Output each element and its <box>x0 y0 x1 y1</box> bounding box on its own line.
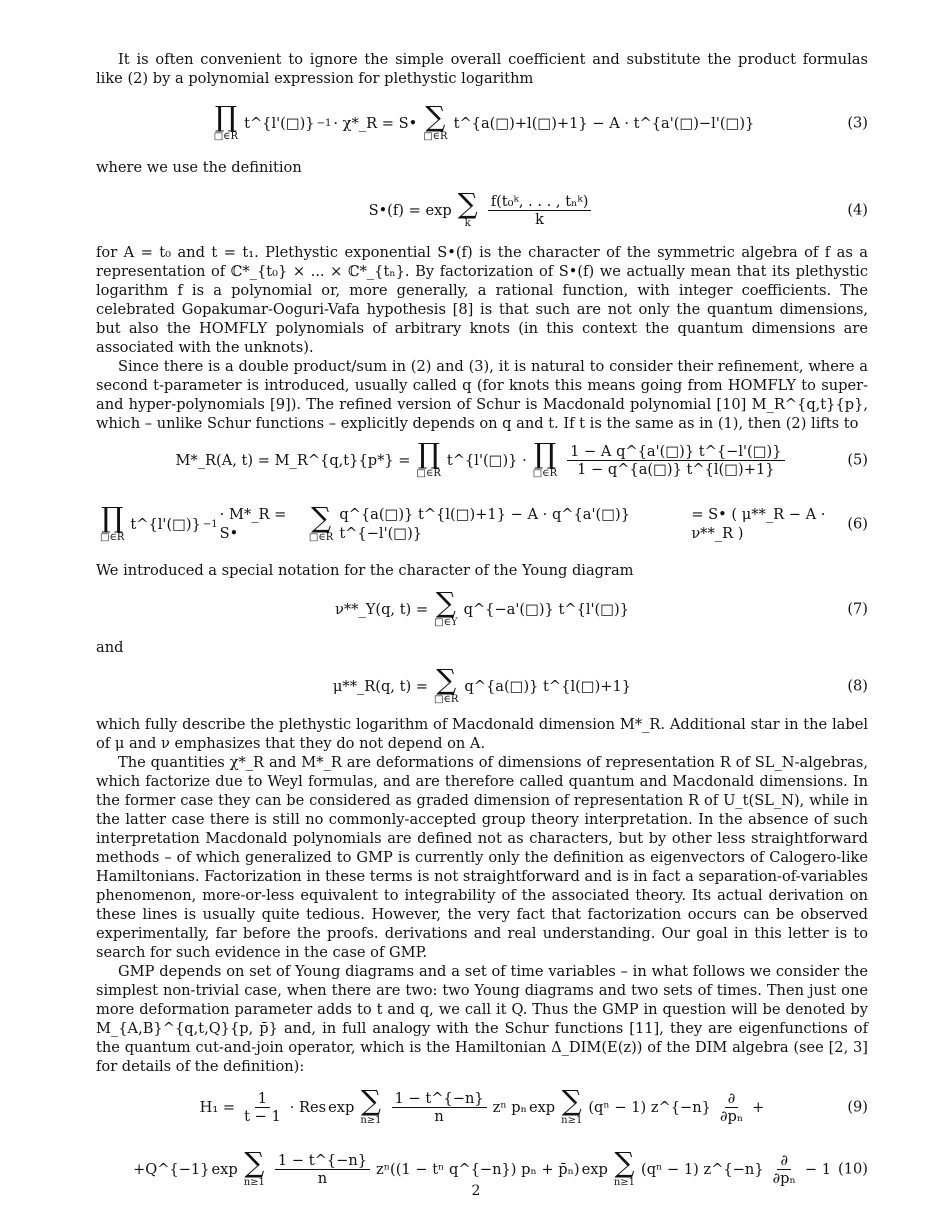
paragraph-1: It is often convenient to ignore the simple overall coefficient and substitute the product formulas like (2) by a polynomial expression for plethystic logarithm <box>96 51 868 87</box>
sum-symbol: ∑ □∈R <box>423 100 448 142</box>
eq9-res: · Res <box>289 1098 327 1116</box>
equation-number: (9) <box>847 1098 868 1116</box>
page-body <box>96 50 868 1200</box>
eq6-term: t^{l'(□)} <box>130 515 201 533</box>
eq10-exp2: exp <box>581 1160 608 1178</box>
product-symbol: ∏ □∈R <box>532 437 558 479</box>
eq6-mid: · M*_R = S• <box>219 506 287 542</box>
eq10-term1: zⁿ((1 − tⁿ q^{−n}) pₙ + p̄ₙ) <box>376 1160 580 1178</box>
paragraph-4: Since there is a double product/sum in (2) and (3), it is natural to consider their refinement, where a second t-parameter is introduced, usually called q (for knots this means going from HOMFLY to super- and hyper-polynomials [9]). The refined version of Schur is Macdonald polynomial [10] M_R^{q,t}{p}, which – unlike Schur functions – explicitly depends on q and t. If t is the same as in (1), then (2) lifts to <box>96 358 868 432</box>
eq10-fraction-2: $\frac{\partial}{\text{∂pₙ}}$ <box>772 1151 796 1187</box>
paragraph-3: for A = t₀ and t = t₁. Plethystic exponential S•(f) is the character of the symmetric algebra of f as a representation of ℂ*_{t₀} × ... × ℂ*_{tₙ}. By factorization of S•(f) we actually mean that its plethystic logarithm f is a polynomial or, more generally, a rational function, with integer coefficients. The celebrated Gopakumar-Ooguri-Vafa hypothesis [8] is that such are not only the quantum dimensions, but also the HOMFLY polynomials of arbitrary knots (in this context the quantum dimensions are associated with the unknots). <box>96 244 868 356</box>
sum-symbol: ∑ n≥1 <box>561 1084 583 1126</box>
eq9-fraction-1: $\frac{1 - t\^{}\{-n\}}{n}$ <box>392 1090 487 1125</box>
eq9-fraction-2: $\frac{\partial}{\text{∂pₙ}}$ <box>719 1089 744 1125</box>
eq10-fraction-1: $\frac{1 - t\^{}\{-n\}}{n}$ <box>275 1152 370 1187</box>
eq9-term1: zⁿ pₙ <box>492 1098 527 1116</box>
equation-3 <box>96 88 868 158</box>
sum-symbol: ∑ n≥1 <box>243 1146 265 1188</box>
equation-number: (3) <box>847 114 868 132</box>
eq10-term2: (qⁿ − 1) z^{−n} <box>641 1160 764 1178</box>
eq6-exponent: −1 <box>202 518 218 530</box>
equation-number: (7) <box>847 600 868 618</box>
equation-number: (10) <box>838 1160 868 1178</box>
equation-number: (5) <box>847 451 868 469</box>
equation-4 <box>96 177 868 243</box>
page-number: 2 <box>471 1183 481 1199</box>
eq10-tail: − 1 <box>804 1160 831 1178</box>
eq5-lhs: M*_R(A, t) = M_R^{q,t}{p*} = <box>175 451 411 469</box>
sum-symbol: ∑ k <box>457 187 478 229</box>
sum-symbol: ∑ □∈Y <box>434 586 458 628</box>
equation-8 <box>96 657 868 715</box>
eq3-exponent: −1 <box>316 117 332 129</box>
equation-7 <box>96 580 868 638</box>
eq4-lhs: S•(f) = exp <box>368 201 452 219</box>
product-symbol: ∏ □∈R <box>213 100 239 142</box>
eq9-exp1: exp <box>328 1098 355 1116</box>
paragraph-8: The quantities χ*_R and M*_R are deformations of dimensions of representation R of SL_N-algebras, which factorize due to Weyl formulas, and are therefore called quantum and Macdonald dimensions. In the former case they can be considered as graded dimension of representation R of U_t(SL_N), while in the latter case there is still no commonly-accepted group theory interpretation. In the absence of such interpretation Macdonald polynomials are defined not as characters, but by other less straightforward methods – of which generalized to GMP is currently only the definition as eigenvectors of Calogero-like Hamiltonians. Factorization in these terms is not straightforward and is in fact a separation-of-variables phenomenon, more-or-less equivalent to integrability of the associated theory. Its actual derivation on these lines is usually quite tedious. However, the very fact that factorization occurs can be observed experimentally, far before the proofs. derivations and real understanding. Our goal in this letter is to search for such evidence in the case of GMP. <box>96 754 868 961</box>
eq5-fraction: $\frac{\text{1 − A q\textasciicircum{}\{a'(□)\} t\textasciicircum{}\{−l'(□)\}}}{1 - q\^{}\{a(□)\} t\^{}\{l(□)+1\}}$ <box>567 443 784 478</box>
paragraph-7: which fully describe the plethystic logarithm of Macdonald dimension M*_R. Additional star in the label of μ and ν emphasizes that they do not depend on A. <box>96 716 868 752</box>
eq9-lhs: H₁ = <box>199 1098 236 1116</box>
paragraph-9: GMP depends on set of Young diagrams and a set of time variables – in what follows we consider the simplest non-trivial case, when there are two: two Young diagrams and two sets of times. Then just one more deformation parameter adds to t and q, we call it Q. Thus the GMP in question will be denoted by M_{A,B}^{q,t,Q}{p, p̄} and, in full analogy with the Schur functions [11], they are eigenfunctions of the quantum cut-and-join operator, which is the Hamiltonian Δ_DIM(E(z)) of the DIM algebra (see [2, 3] for details of the definition): <box>96 963 868 1075</box>
equation-number: (4) <box>847 201 868 219</box>
equation-5 <box>96 433 868 487</box>
equation-number: (8) <box>847 677 868 695</box>
paragraph-6: and <box>96 639 124 656</box>
eq8-lhs: μ**_R(q, t) = <box>332 677 429 695</box>
eq10-exp1: exp <box>211 1160 238 1178</box>
eq10-lhs: +Q^{−1} <box>133 1160 210 1178</box>
product-symbol: ∏ □∈R <box>100 501 125 543</box>
eq8-rhs: q^{a(□)} t^{l(□)+1} <box>464 677 632 695</box>
eq6-tail: = S• ( μ**_R − A · ν**_R ) <box>691 506 826 542</box>
sum-symbol: ∑ n≥1 <box>360 1084 382 1126</box>
eq3-term: t^{l'(□)} <box>244 114 315 132</box>
sum-symbol: ∑ □∈R <box>308 501 334 543</box>
paragraph-2: where we use the definition <box>96 159 302 176</box>
eq9-exp2: exp <box>528 1098 556 1116</box>
equation-number: (6) <box>847 515 868 533</box>
eq3-rhs: t^{a(□)+l(□)+1} − A · t^{a'(□)−l'(□)} <box>453 114 755 132</box>
equation-6 <box>96 487 868 561</box>
eq4-fraction: $\frac{\text{f(t₀ᵏ, . . . , tₙᵏ)}}{k}$ <box>488 193 592 228</box>
sum-symbol: ∑ □∈R <box>434 663 459 705</box>
eq6-rhs: q^{a(□)} t^{l(□)+1} − A · q^{a'(□)} t^{−l'(□)} <box>339 506 630 542</box>
sum-symbol: ∑ n≥1 <box>613 1146 636 1188</box>
eq9-fraction: $\frac{1}{t - 1}$ <box>244 1089 281 1125</box>
eq5-term: t^{l'(□)} · <box>446 451 527 469</box>
equation-9 <box>96 1076 868 1138</box>
eq7-rhs: q^{−a'(□)} t^{l'(□)} <box>463 600 629 618</box>
paragraph-5: We introduced a special notation for the character of the Young diagram <box>96 562 634 579</box>
eq7-lhs: ν**_Y(q, t) = <box>334 600 429 618</box>
product-symbol: ∏ □∈R <box>416 437 441 479</box>
eq3-mid: · χ*_R = S• <box>333 114 418 132</box>
eq9-term2: (qⁿ − 1) z^{−n} <box>588 1098 711 1116</box>
eq9-tail: + <box>752 1098 765 1116</box>
